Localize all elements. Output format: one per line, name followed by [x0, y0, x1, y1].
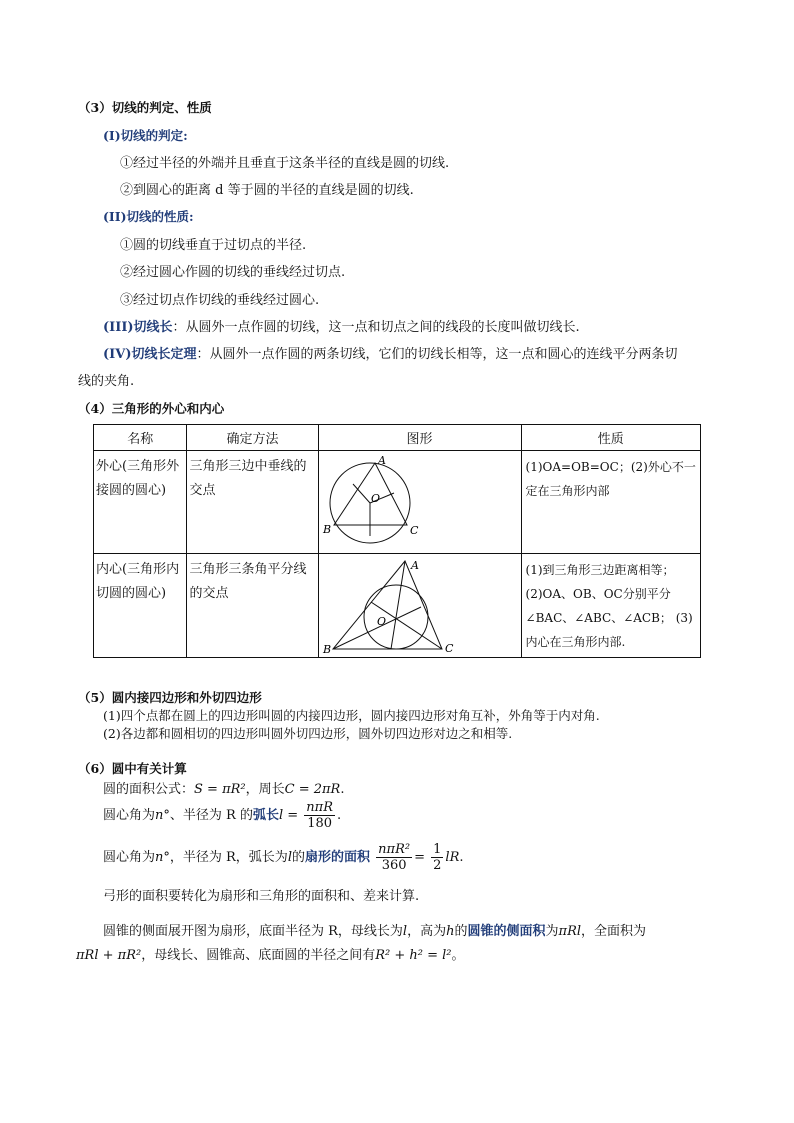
header-property: 性质 [521, 425, 700, 451]
incenter-name: 内心(三角形内切圆的圆心) [96, 562, 180, 601]
tangent-property-item-2: ②经过圆心作圆的切线的垂线经过切点. [120, 265, 346, 280]
text: . [337, 808, 342, 823]
tangent-criteria-heading: (I)切线的判定: [103, 128, 188, 143]
fraction-arc-length [304, 800, 335, 831]
incenter-method: 三角形三条角平分线的交点 [189, 562, 307, 601]
section-6-title: （6）圆中有关计算 [78, 761, 187, 776]
section-4-title: （4）三角形的外心和内心 [78, 401, 225, 416]
arc-length-term: 弧长 [252, 808, 279, 823]
tangent-property-item-3: ③经过切点作切线的垂线经过圆心. [120, 293, 320, 308]
text: 圆锥的侧面展开图为扇形，底面半径为 R，母线长为 [103, 924, 403, 939]
circumcircle-figure [319, 452, 521, 552]
cone-line-2 [76, 944, 465, 963]
formula-area: S = πR² [194, 782, 246, 797]
formula-total-area: πRl + πR² [76, 948, 142, 963]
label-o: O [376, 614, 386, 628]
quadrilateral-item-1: (1)四个点都在圆上的四边形叫圆的内接四边形，圆内接四边形对角互补，外角等于内对角. [103, 708, 600, 723]
segment-area-note: 弓形的面积要转化为扇形和三角形的面积和、差来计算. [103, 889, 420, 904]
incenter-property: (1)到三角形三边距离相等；(2)OA、OB、OC分别平分∠BAC、∠ABC、∠ACB； (3)内心在三角形内部. [525, 563, 693, 649]
label-a: A [377, 454, 386, 467]
label-c: C [409, 524, 418, 537]
text: 为 [545, 924, 559, 939]
text: . [340, 782, 345, 797]
var-l: l [402, 924, 408, 939]
sector-area-term: 扇形的面积 [305, 850, 371, 865]
tangent-length-theorem-line [103, 343, 678, 362]
quadrilateral-item-2: (2)各边都和圆相切的四边形叫圆外切四边形，圆外切四边形对边之和相等. [103, 726, 513, 741]
text: ，半径为 R，弧长为 [169, 850, 288, 865]
circle-area-formula-line [103, 778, 345, 797]
section-3-title: （3）切线的判定、性质 [78, 100, 212, 115]
cone-lateral-area-term: 圆锥的侧面积 [467, 924, 546, 939]
label-a: A [410, 558, 419, 572]
text: ，高为 [407, 924, 447, 939]
text: . [459, 850, 464, 865]
text: 的 [291, 850, 305, 865]
fraction-sector-area [376, 842, 412, 873]
perpendicular-bisector-ab [353, 484, 370, 503]
numerator: 1 [433, 842, 442, 857]
text: 圆心角为 [103, 808, 156, 823]
tangent-property-item-1: ①圆的切线垂直于过切点的半径. [120, 238, 307, 253]
tangent-length-line [103, 316, 580, 335]
var-l: l = [278, 808, 299, 823]
circumcenter-method: 三角形三边中垂线的交点 [189, 459, 307, 498]
text: ，周长 [245, 782, 285, 797]
text: 。 [451, 948, 465, 963]
circumcenter-property: (1)OA=OB=OC；(2)外心不一定在三角形内部 [525, 460, 696, 498]
table-row [94, 554, 701, 658]
table-header-row [94, 425, 701, 451]
var-lr: lR [445, 850, 460, 865]
tangent-properties-heading: (II)切线的性质: [103, 209, 194, 224]
fraction-half [431, 842, 443, 873]
formula-lateral-area: πRl [558, 924, 582, 939]
text: = [414, 850, 425, 865]
numerator: nπR [306, 800, 334, 815]
var-l: l [287, 850, 292, 865]
arc-length-formula-line [103, 800, 341, 831]
text: 的 [454, 924, 468, 939]
var-n: n° [155, 808, 170, 823]
denominator: 2 [433, 858, 442, 873]
incircle-figure [319, 556, 521, 656]
label-b: B [322, 523, 331, 536]
header-figure: 图形 [318, 425, 521, 451]
formula-circumference: C = 2πR [284, 782, 341, 797]
denominator: 180 [307, 816, 333, 831]
tangent-length-theorem-label: (IV)切线长定理 [103, 347, 197, 362]
triangle-centers-table [93, 424, 701, 658]
tangent-criteria-item-2: ②到圆心的距离 d 等于圆的半径的直线是圆的切线. [120, 183, 414, 198]
circumcenter-name: 外心(三角形外接圆的圆心) [96, 459, 180, 498]
formula-pythagorean: R² + h² = l² [375, 948, 452, 963]
bisector-a [391, 561, 405, 649]
tangent-criteria-item-1: ①经过半径的外端并且垂直于这条半径的直线是圆的切线. [120, 156, 450, 171]
var-n: n° [155, 850, 170, 865]
cone-line-1 [103, 920, 646, 939]
tangent-length-theorem-text-2: 线的夹角. [78, 374, 135, 389]
header-name: 名称 [94, 425, 187, 451]
sector-area-formula-line [103, 842, 464, 873]
section-5-title: （5）圆内接四边形和外切四边形 [78, 690, 262, 705]
text: 圆的面积公式： [103, 782, 195, 797]
text: ，全面积为 [581, 924, 647, 939]
label-b: B [322, 642, 331, 656]
text: ，母线长、圆锥高、底面圆的半径之间有 [141, 948, 376, 963]
text: 圆心角为 [103, 850, 156, 865]
table-row [94, 451, 701, 554]
numerator: nπR² [378, 842, 411, 857]
label-o: O [370, 492, 380, 505]
tangent-length-text: ：从圆外一点作圆的切线，这一点和切点之间的线段的长度叫做切线长. [172, 320, 580, 335]
text: 、半径为 R 的 [169, 808, 253, 823]
tangent-length-label: (III)切线长 [103, 320, 173, 335]
tangent-length-theorem-text-1: ：从圆外一点作圆的两条切线，它们的切线长相等，这一点和圆心的连线平分两条切 [196, 347, 678, 362]
var-h: h [446, 924, 455, 939]
header-method: 确定方法 [187, 425, 318, 451]
label-c: C [444, 641, 453, 655]
denominator: 360 [381, 858, 407, 873]
